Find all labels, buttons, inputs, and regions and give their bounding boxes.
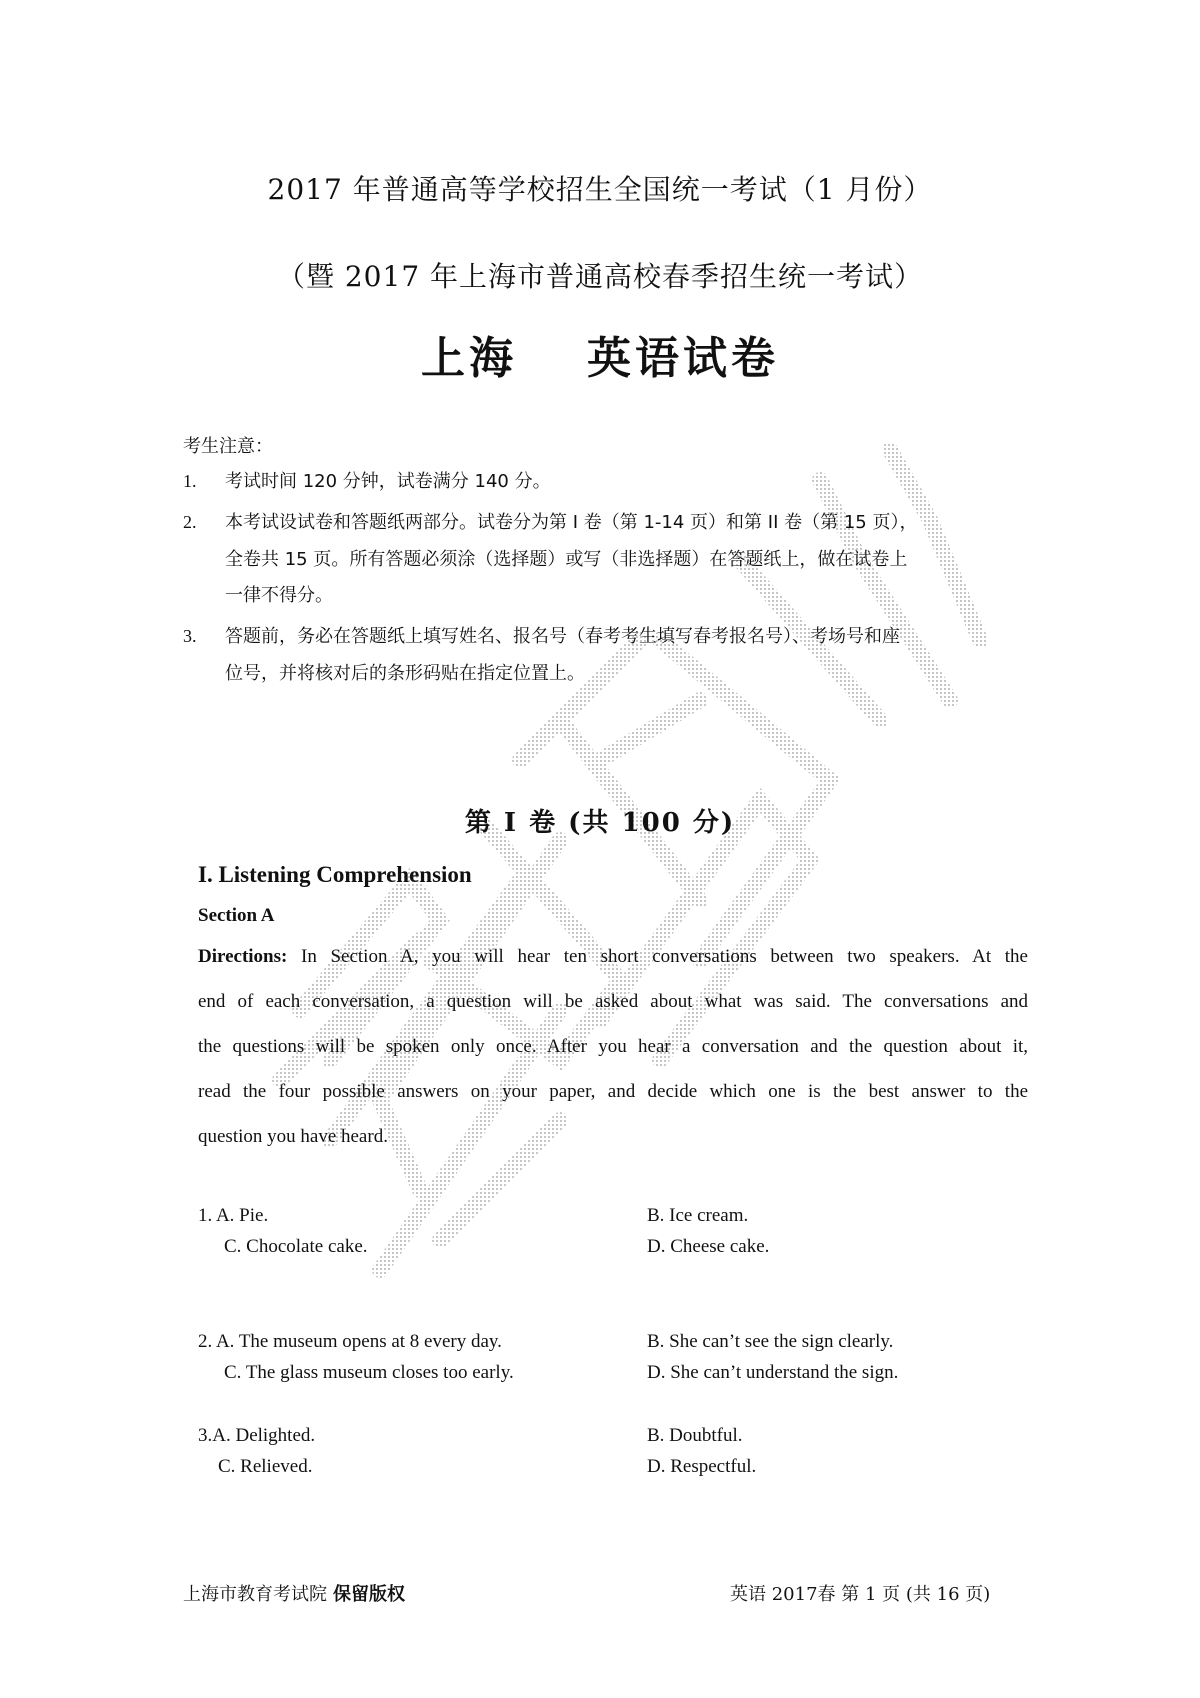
main-title-region: 上海 bbox=[421, 333, 517, 384]
question-2 bbox=[198, 1331, 502, 1353]
question-1-option-b: B. Ice cream. bbox=[647, 1205, 749, 1226]
question-1-option-c: C. Chocolate cake. bbox=[224, 1236, 368, 1257]
notice-item-number: 2. bbox=[183, 512, 197, 532]
question-number: 2. bbox=[198, 1331, 213, 1352]
question-3-option-d: D. Respectful. bbox=[647, 1456, 757, 1477]
footer-publisher: 上海市教育考试院 bbox=[183, 1584, 327, 1605]
notice-item-2-line-3: 一律不得分。 bbox=[225, 585, 333, 606]
question-number: 1. bbox=[198, 1205, 213, 1226]
main-title-subject: 英语试卷 bbox=[587, 333, 779, 384]
notice-item-number: 1. bbox=[183, 471, 197, 491]
exam-title-line1: 2017 年普通高等学校招生全国统一考试（1 月份） bbox=[267, 173, 933, 206]
directions-line-3: the questions will be spoken only once. After you hear a conversation and the question about it, bbox=[198, 1036, 1028, 1057]
footer-page-info: 英语 2017春 第 1 页 (共 16 页) bbox=[730, 1584, 991, 1605]
footer-rights: 保留版权 bbox=[333, 1584, 405, 1605]
directions-line-2: end of each conversation, a question will be asked about what was said. The conversations and bbox=[198, 991, 1028, 1012]
part-title: 第 I 卷 (共 100 分) bbox=[464, 808, 736, 838]
notice-item-text: 本考试设试卷和答题纸两部分。试卷分为第 I 卷（第 1-14 页）和第 II 卷（第 15 页）， bbox=[225, 512, 918, 533]
question-1-option-d: D. Cheese cake. bbox=[647, 1236, 770, 1257]
question-number: 3. bbox=[198, 1425, 213, 1446]
option-a: A. Pie. bbox=[215, 1205, 269, 1226]
directions-line-1 bbox=[198, 946, 1028, 968]
section-title: I. Listening Comprehension bbox=[198, 862, 472, 887]
question-2-option-b: B. She can’t see the sign clearly. bbox=[647, 1331, 894, 1352]
notice-item-text: 考试时间 120 分钟，试卷满分 140 分。 bbox=[225, 471, 551, 492]
question-3-option-c: C. Relieved. bbox=[218, 1456, 313, 1477]
directions-line-5: question you have heard. bbox=[198, 1126, 388, 1147]
notice-item-text: 答题前，务必在答题纸上填写姓名、报名号（春考考生填写春考报名号）、考场号和座 bbox=[225, 626, 900, 647]
exam-title-line2: （暨 2017 年上海市普通高校春季招生统一考试） bbox=[276, 260, 924, 293]
footer-copyright bbox=[183, 1580, 405, 1606]
notice-item-2-line-2: 全卷共 15 页。所有答题必须涂（选择题）或写（非选择题）在答题纸上，做在试卷上 bbox=[225, 549, 908, 570]
question-1 bbox=[198, 1205, 268, 1227]
option-a: A. Delighted. bbox=[212, 1425, 316, 1446]
notice-item-3 bbox=[183, 622, 900, 648]
question-3-option-b: B. Doubtful. bbox=[647, 1425, 743, 1446]
option-a: A. The museum opens at 8 every day. bbox=[215, 1331, 502, 1352]
question-2-option-d: D. She can’t understand the sign. bbox=[647, 1362, 899, 1383]
directions-text: In Section A, you will hear ten short conversations between two speakers. At the bbox=[287, 946, 1028, 967]
directions-line-4: read the four possible answers on your paper, and decide which one is the best answer to the bbox=[198, 1081, 1028, 1102]
question-3 bbox=[198, 1425, 315, 1447]
section-subtitle: Section A bbox=[198, 905, 275, 926]
notice-item-2 bbox=[183, 508, 917, 534]
notice-heading: 考生注意： bbox=[183, 436, 273, 457]
notice-item-1 bbox=[183, 467, 551, 493]
question-2-option-c: C. The glass museum closes too early. bbox=[224, 1362, 514, 1383]
notice-item-number: 3. bbox=[183, 626, 197, 646]
exam-main-title bbox=[0, 322, 1200, 386]
directions-label: Directions: bbox=[198, 946, 288, 967]
notice-item-3-line-2: 位号，并将核对后的条形码贴在指定位置上。 bbox=[225, 663, 585, 684]
